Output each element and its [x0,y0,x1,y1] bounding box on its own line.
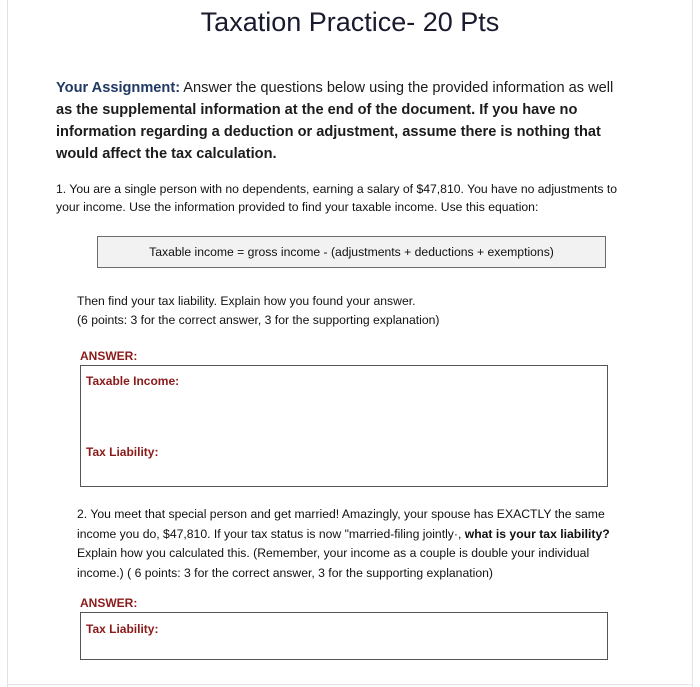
assignment-bold-text: as the supplemental information at the end of the document. If you have no information regarding a deduction or adjustment, assume there is nothing that would affect the tax calculation. [56,102,601,162]
answer-box-1[interactable] [80,365,608,487]
points-text: (6 points: 3 for the correct answer, 3 for the supporting explanation) [77,313,440,327]
tax-liability-label-1: Tax Liability: [86,445,159,459]
question-2-text [77,505,637,583]
page-edge-right [692,0,693,687]
page-edge-left [7,0,8,687]
taxable-income-label: Taxable Income: [86,374,180,388]
assignment-text: Answer the questions below using the provided information as well [180,80,614,96]
equation-box: Taxable income = gross income - (adjustments + deductions + exemptions) [97,236,606,268]
q2-text-after: Explain how you calculated this. (Remember, your income as a couple is double your individual income.) ( 6 points: 3 for the correct answer, 3 for the supporting explanation) [77,546,590,580]
answer-label-1: ANSWER: [80,349,138,363]
bottom-divider [7,684,693,685]
tax-liability-label-2: Tax Liability: [86,622,159,636]
answer-box-2[interactable] [80,612,608,660]
q2-bold-text: what is your tax liability? [464,526,610,541]
q2-text-before: 2. You meet that special person and get married! Amazingly, your spouse has EXACTLY the same income you do, $47,810. If your tax status is now "married-filing jointly·, [77,507,605,541]
page-title: Taxation Practice- 20 Pts [200,7,500,37]
then-text: Then find your tax liability. Explain how you found your answer. [77,294,416,308]
question-1-text: 1. You are a single person with no dependents, earning a salary of $47,810. You have no adjustments to your income. Use the information provided to find your taxable income. Use this equation: [56,182,618,214]
question-1-instructions [77,292,637,330]
assignment-paragraph [56,77,616,165]
assignment-label: Your Assignment: [56,80,181,96]
answer-label-2: ANSWER: [80,596,138,610]
